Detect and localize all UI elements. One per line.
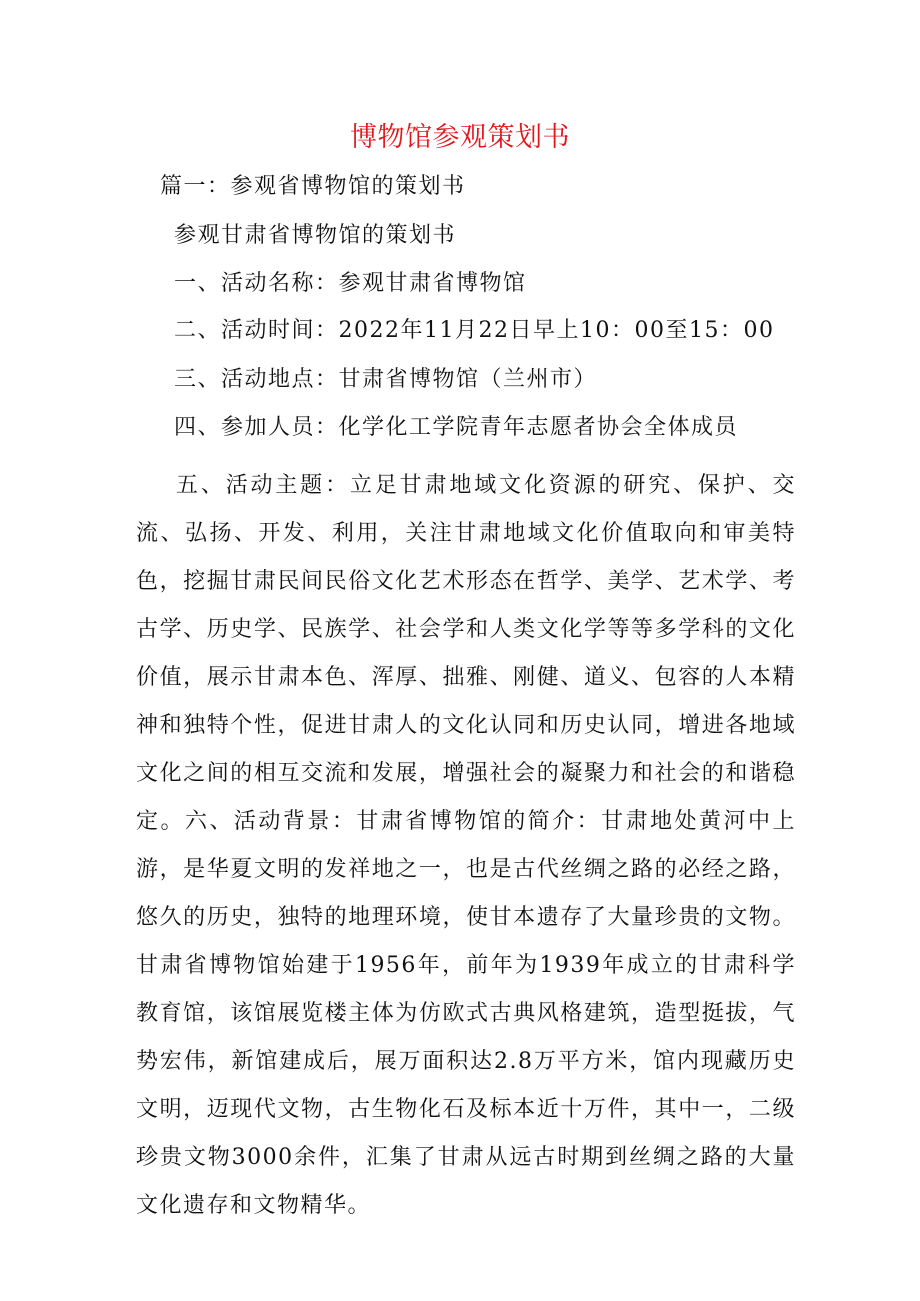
item-activity-location: 三、活动地点：甘肃省博物馆（兰州市）: [174, 367, 598, 392]
item-participants: 四、参加人员：化学化工学院青年志愿者协会全体成员: [174, 415, 739, 440]
page-title: 博物馆参观策划书: [350, 122, 570, 153]
section-heading: 篇一：参观省博物馆的策划书: [160, 174, 466, 199]
plan-title: 参观甘肃省博物馆的策划书: [174, 223, 457, 248]
item-activity-time: 二、活动时间：2022年11月22日早上10：00至15：00: [174, 318, 775, 343]
item-activity-name: 一、活动名称：参观甘肃省博物馆: [174, 271, 527, 296]
body-paragraph: 五、活动主题：立足甘肃地域文化资源的研究、保护、交流、弘扬、开发、利用，关注甘肃地域文化价值取向和审美特色，挖掘甘肃民间民俗文化艺术形态在哲学、美学、艺术学、考古学、历史学、民族学、社会学和人类文化学等等多学科的文化价值，展示甘肃本色、浑厚、拙雅、刚健、道义、包容的人本精神和独特个性，促进甘肃人的文化认同和历史认同，增进各地域文化之间的相互交流和发展，增强社会的凝聚力和社会的和谐稳定。六、活动背景：甘肃省博物馆的简介：甘肃地处黄河中上游，是华夏文明的发祥地之一，也是古代丝绸之路的必经之路，悠久的历史，独特的地理环境，使甘本遗存了大量珍贵的文物。甘肃省博物馆始建于1956年，前年为1939年成立的甘肃科学教育馆，该馆展览楼主体为仿欧式古典风格建筑，造型挺拔，气势宏伟，新馆建成后，展万面积达2.8万平方米，馆内现藏历史文明，迈现代文物，古生物化石及标本近十万件，其中一，二级珍贵文物3000余件，汇集了甘肃从远古时期到丝绸之路的大量文化遗存和文物精华。: [136, 473, 796, 1218]
